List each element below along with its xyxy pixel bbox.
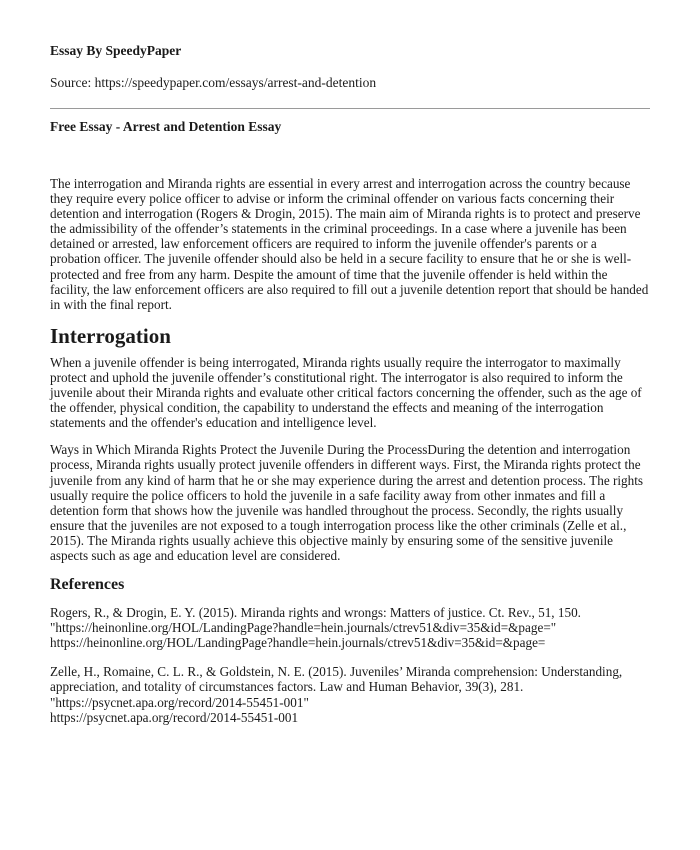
header-divider	[50, 108, 650, 109]
reference-citation: Zelle, H., Romaine, C. L. R., & Goldstein, N. E. (2015). Juveniles’ Miranda comprehension: Understanding, appreciation, and totality of circumstances factors. Law and Human Behavior, 39(3), 281. "https://psycnet.apa.org/record/2014-55451-001"	[50, 664, 623, 710]
body-paragraph: When a juvenile offender is being interrogated, Miranda rights usually require the interrogator to maximally protect and uphold the juvenile offender’s constitutional right. The interrogator is also required to inform the juvenile about their Miranda rights and evaluate other critical factors concerning the offender, such as the age of the offender, physical condition, the capability to understand the effects and meaning of the interrogation statements and the offender's education and intelligence level.	[50, 354, 642, 431]
source-line: Source: https://speedypaper.com/essays/arrest-and-detention	[50, 75, 377, 90]
reference-citation: Rogers, R., & Drogin, E. Y. (2015). Miranda rights and wrongs: Matters of justice. Ct. Rev., 51, 150. "https://heinonline.org/HOL/LandingPage?handle=hein.journals/ctrev51&div=35&id=&page="	[50, 605, 581, 636]
references-heading: References	[50, 576, 125, 594]
reference-url: https://heinonline.org/HOL/LandingPage?handle=hein.journals/ctrev51&div=35&id=&page=	[50, 635, 546, 651]
intro-paragraph: The interrogation and Miranda rights are essential in every arrest and interrogation across the country because they require every police officer to advise or inform the criminal offender on various facts concerning their detention and interrogation (Rogers & Drogin, 2015). The main aim of Miranda rights is to protect and preserve the admissibility of the offender’s statements in the criminal proceedings. In a case where a juvenile has been detained or arrested, law enforcement officers are required to inform the juvenile offender's parents or a probation officer. The juvenile offender should also be held in a secure facility to ensure that he or she is well-protected and free from any harm. Despite the amount of time that the juvenile offender is held within the facility, the law enforcement officers are also required to fill out a juvenile detention report that should be handed in with the final report.	[50, 176, 649, 312]
essay-by-label: Essay By SpeedyPaper	[50, 43, 182, 58]
document-page	[50, 42, 650, 739]
reference-item	[50, 664, 650, 724]
body-paragraph: Ways in Which Miranda Rights Protect the Juvenile During the ProcessDuring the detention and interrogation process, Miranda rights usually protect juvenile offenders in different ways. First, the Miranda rights protect the juvenile from any kind of harm that he or she may experience during the arrest and detention process. The rights usually require the police officers to hold the juvenile in a safe facility away from other inmates and fill a detention form that shows how the juvenile was handled throughout the process. Secondly, the rights usually ensure that the juveniles are not exposed to a tough interrogation process like the other criminals (Zelle et al., 2015). The Miranda rights usually achieve this objective mainly by ensuring some of the sensitive juvenile aspects such as age and education level are considered.	[50, 442, 644, 563]
reference-item	[50, 605, 650, 650]
reference-url: https://psycnet.apa.org/record/2014-55451-001	[50, 709, 299, 725]
document-title: Free Essay - Arrest and Detention Essay	[50, 119, 282, 134]
section-heading-interrogation: Interrogation	[50, 323, 171, 348]
